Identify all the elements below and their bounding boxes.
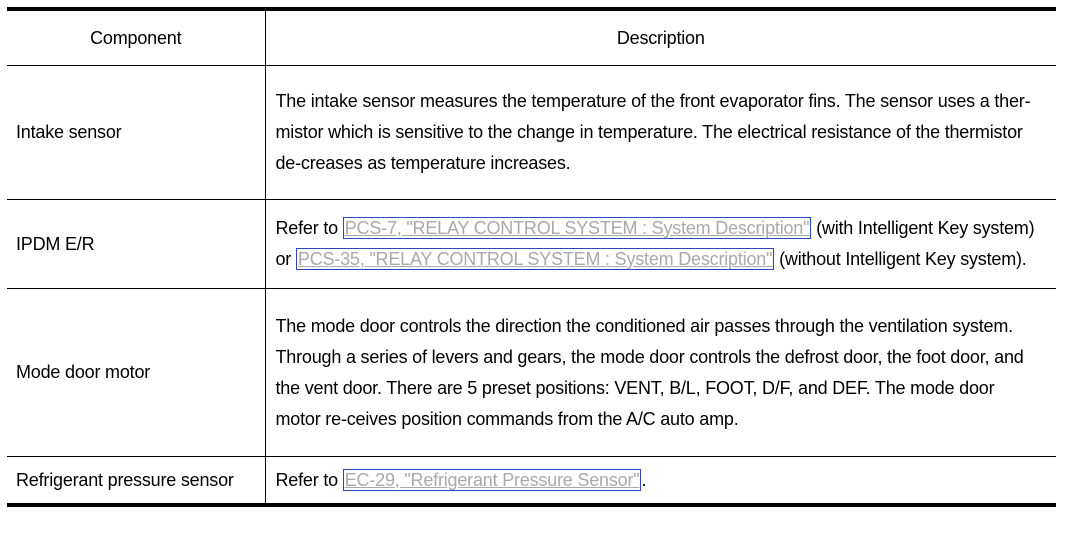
pcs-7-reference-link[interactable]: PCS-7, "RELAY CONTROL SYSTEM : System Description" [344,218,810,238]
description-cell [265,200,1056,289]
table-header-row [7,9,1056,66]
component-description-table [7,7,1056,507]
ec-29-reference-link[interactable]: EC-29, "Refrigerant Pressure Sensor" [344,469,640,490]
pcs-35-reference-link[interactable]: PCS-35, "RELAY CONTROL SYSTEM : System Description" [297,249,773,269]
refer-to-text: Refer to [275,218,343,238]
component-cell: Mode door motor [7,289,265,457]
table-row [7,457,1056,506]
table-row [7,200,1056,289]
description-text: (with Intelligent Key system) or [275,218,1035,269]
component-cell: IPDM E/R [7,200,265,289]
table-row [7,289,1056,457]
table-row [7,66,1056,200]
description-cell [265,457,1056,506]
description-text: The mode door controls the direction the conditioned air passes through the ventilation system. Through a series of levers and gears, the mode door controls the defrost door, the foot door, and the vent door. There are 5 preset positions: VENT, B/L, FOOT, D/F, and DEF. The mode door motor re-ceives position commands from the A/C auto amp. [275,315,1024,429]
component-cell: Refrigerant pressure sensor [7,457,265,506]
component-column-header: Component [7,9,265,66]
description-cell [265,66,1056,200]
refer-to-text: Refer to [275,469,343,490]
component-cell: Intake sensor [7,66,265,200]
description-cell [265,289,1056,457]
description-column-header: Description [265,9,1056,66]
description-text: The intake sensor measures the temperature of the front evaporator fins. The sensor uses a ther-mistor which is sensitive to the change in temperature. The electrical resistance of the thermistor de-creases as temperature increases. [275,91,1031,173]
description-text: (without Intelligent Key system). [774,249,1027,269]
description-text: . [641,469,647,490]
